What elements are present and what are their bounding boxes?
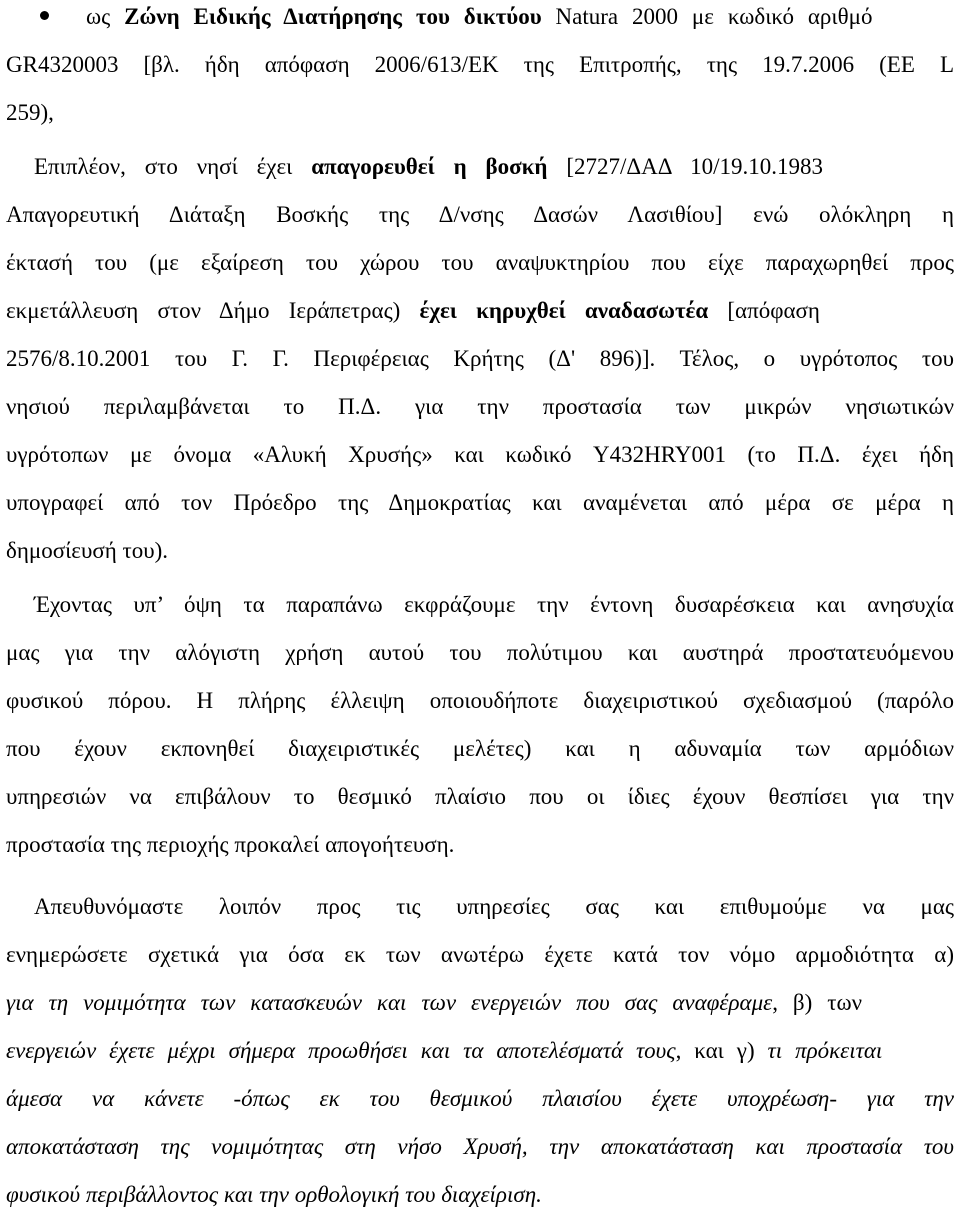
text-line: 2576/8.10.2001 του Γ. Γ. Περιφέρειας Κρήτης (Δ' 896)]. Τέλος, ο υγρότοπος του	[6, 346, 954, 371]
text-line: νησιού περιλαμβάνεται το Π.Δ. για την προστασία των μικρών νησιωτικών	[6, 394, 954, 419]
text-line: υπογραφεί από τον Πρόεδρο της Δημοκρατίας και αναμένεται από μέρα σε μέρα η	[6, 490, 954, 515]
bullet-icon	[40, 11, 49, 20]
italic-text: για τη νομιμότητα των κατασκευών και των ενεργειών που σας αναφέραμε	[6, 990, 773, 1015]
paragraph	[6, 143, 954, 575]
bold-text: έχει κηρυχθεί αναδασωτέα	[419, 298, 709, 323]
text-line: έκτασή του (με εξαίρεση του χώρου του αναψυκτηρίου που είχε παραχωρηθεί προς	[6, 250, 954, 275]
text-line: Επιπλέον, στο νησί έχει απαγορευθεί η βοσκή [2727/ΔΑΔ 10/19.10.1983	[34, 154, 824, 179]
bold-text: Ζώνη Ειδικής Διατήρησης του δικτύου	[124, 4, 542, 29]
text-line: για τη νομιμότητα των κατασκευών και των ενεργειών που σας αναφέραμε, β) των	[6, 990, 862, 1015]
text-line: προστασία της περιοχής προκαλεί απογοήτευση.	[6, 832, 455, 857]
paragraph	[6, 581, 954, 869]
text-line: εκμετάλλευση στον Δήμο Ιεράπετρας) έχει κηρυχθεί αναδασωτέα [απόφαση	[6, 298, 820, 323]
text-line: φυσικού περιβάλλοντος και την ορθολογική του διαχείριση.	[6, 1182, 542, 1207]
bold-text: απαγορευθεί η βοσκή	[311, 154, 548, 179]
text-line: GR4320003 [βλ. ήδη απόφαση 2006/613/ΕΚ της Επιτροπής, της 19.7.2006 (ΕΕ L	[6, 52, 954, 77]
text-line: άμεσα να κάνετε -όπως εκ του θεσμικού πλαισίου έχετε υποχρέωση- για την	[6, 1086, 954, 1111]
paragraph	[6, 883, 954, 1219]
bullet-item	[6, 0, 954, 137]
text-line: φυσικού πόρου. Η πλήρης έλλειψη οποιουδήποτε διαχειριστικού σχεδιασμού (παρόλο	[6, 688, 954, 713]
text-line: 259),	[6, 100, 54, 125]
text-line: υπηρεσιών να επιβάλουν το θεσμικό πλαίσιο που οι ίδιες έχουν θεσπίσει για την	[6, 784, 954, 809]
text-line: Απαγορευτική Διάταξη Βοσκής της Δ/νσης Δασών Λασιθίου] ενώ ολόκληρη η	[6, 202, 954, 227]
text-line: δημοσίευσή του).	[6, 538, 169, 563]
italic-text: ενεργειών έχετε μέχρι σήμερα προωθήσει και τα αποτελέσματά τους	[6, 1038, 676, 1063]
text-line: υγρότοπων με όνομα «Αλυκή Χρυσής» και κωδικό Y432HRY001 (το Π.Δ. έχει ήδη	[6, 442, 954, 467]
text-line: μας για την αλόγιστη χρήση αυτού του πολύτιμου και αυστηρά προστατευόμενου	[6, 640, 954, 665]
text-line: αποκατάσταση της νομιμότητας στη νήσο Χρυσή, την αποκατάσταση και προστασία του	[6, 1134, 954, 1159]
text-line: ως Ζώνη Ειδικής Διατήρησης του δικτύου Natura 2000 με κωδικό αριθμό	[86, 4, 873, 29]
text-line: Έχοντας υπ’ όψη τα παραπάνω εκφράζουμε την έντονη δυσαρέσκεια και ανησυχία	[34, 592, 954, 617]
italic-text: τι πρόκειται	[767, 1038, 883, 1063]
text-line: ενεργειών έχετε μέχρι σήμερα προωθήσει και τα αποτελέσματά τους, και γ) τι πρόκειται	[6, 1038, 883, 1063]
text-line: Απευθυνόμαστε λοιπόν προς τις υπηρεσίες σας και επιθυμούμε να μας	[34, 894, 954, 919]
text-line: ενημερώσετε σχετικά για όσα εκ των ανωτέρω έχετε κατά τον νόμο αρμοδιότητα α)	[6, 942, 954, 967]
text-line: που έχουν εκπονηθεί διαχειριστικές μελέτες) και η αδυναμία των αρμόδιων	[6, 736, 954, 761]
